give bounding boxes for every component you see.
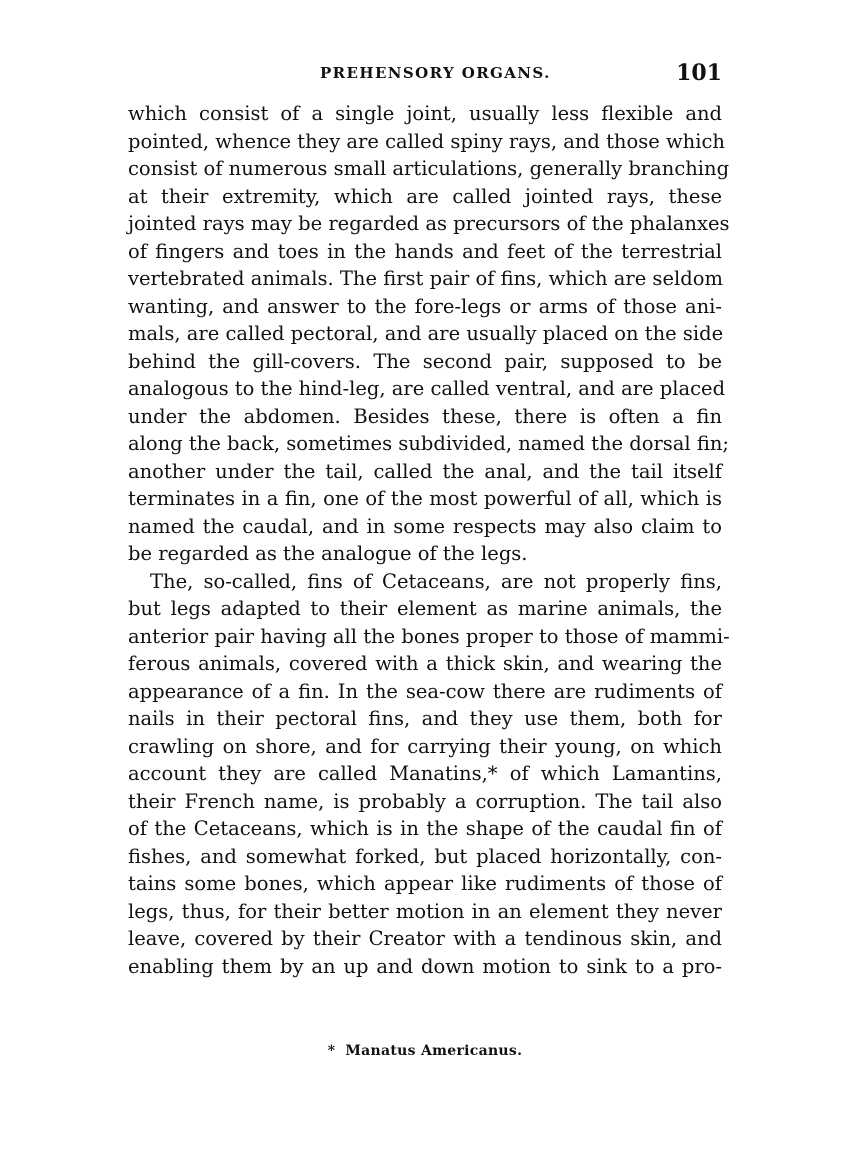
text-line: at their extremity, which are called jointed rays, these (128, 184, 722, 208)
text-line: along the back, sometimes subdivided, named the dorsal fin; (128, 432, 730, 455)
text-line: be regarded as the analogue of the legs. (128, 542, 528, 565)
footnote-text: Manatus Americanus. (345, 1043, 523, 1059)
text-line: leave, covered by their Creator with a tendinous skin, and (128, 927, 722, 950)
body-text (128, 100, 730, 980)
text-line: nails in their pectoral fins, and they use them, both for (128, 707, 722, 730)
text-line: crawling on shore, and for carrying their young, on which (128, 734, 722, 758)
text-line: fishes, and somewhat forked, but placed horizontally, con- (128, 844, 722, 868)
text-line: terminates in a fin, one of the most powerful of all, which is (128, 487, 722, 510)
text-line: mals, are called pectoral, and are usually placed on the side (128, 322, 724, 345)
text-line: ferous animals, covered with a thick skin, and wearing the (128, 652, 722, 675)
text-line: account they are called Manatins,* of which Lamantins, (128, 762, 722, 785)
text-line: legs, thus, for their better motion in an element they never (128, 899, 722, 923)
footnote (0, 1043, 850, 1059)
text-line: anterior pair having all the bones proper to those of mammi- (128, 624, 730, 648)
text-line: analogous to the hind-leg, are called ventral, and are placed (128, 377, 726, 400)
running-title: PREHENSORY ORGANS. (320, 64, 551, 82)
text-line: consist of numerous small articulations, generally branching (128, 157, 730, 180)
running-head (128, 62, 722, 88)
text-line: wanting, and answer to the fore-legs or arms of those ani- (128, 294, 722, 318)
text-line: of fingers and toes in the hands and feet of the terrestrial (128, 239, 722, 263)
text-line: of the Cetaceans, which is in the shape of the caudal fin of (128, 817, 722, 840)
text-line: but legs adapted to their element as marine animals, the (128, 597, 722, 620)
text-line: jointed rays may be regarded as precursors of the phalanxes (128, 212, 730, 235)
text-line: under the abdomen. Besides these, there is often a fin (128, 404, 722, 428)
text-line: their French name, is probably a corruption. The tail also (128, 789, 722, 813)
text-line: appearance of a fin. In the sea-cow there are rudiments of (128, 679, 722, 703)
text-line: which consist of a single joint, usually less flexible and (128, 102, 722, 125)
page-number: 101 (676, 60, 722, 86)
text-line: pointed, whence they are called spiny rays, and those which (128, 129, 725, 153)
text-line: tains some bones, which appear like rudiments of those of (128, 872, 722, 895)
text-line: another under the tail, called the anal, and the tail itself (128, 459, 722, 483)
text-line: The, so-called, fins of Cetaceans, are not properly fins, (150, 569, 722, 593)
text-line: enabling them by an up and down motion to sink to a pro- (128, 954, 722, 978)
text-line: behind the gill-covers. The second pair, supposed to be (128, 349, 722, 373)
footnote-marker: * (327, 1043, 336, 1059)
text-line: vertebrated animals. The first pair of fins, which are seldom (128, 267, 723, 290)
text-line: named the caudal, and in some respects may also claim to (128, 514, 722, 538)
